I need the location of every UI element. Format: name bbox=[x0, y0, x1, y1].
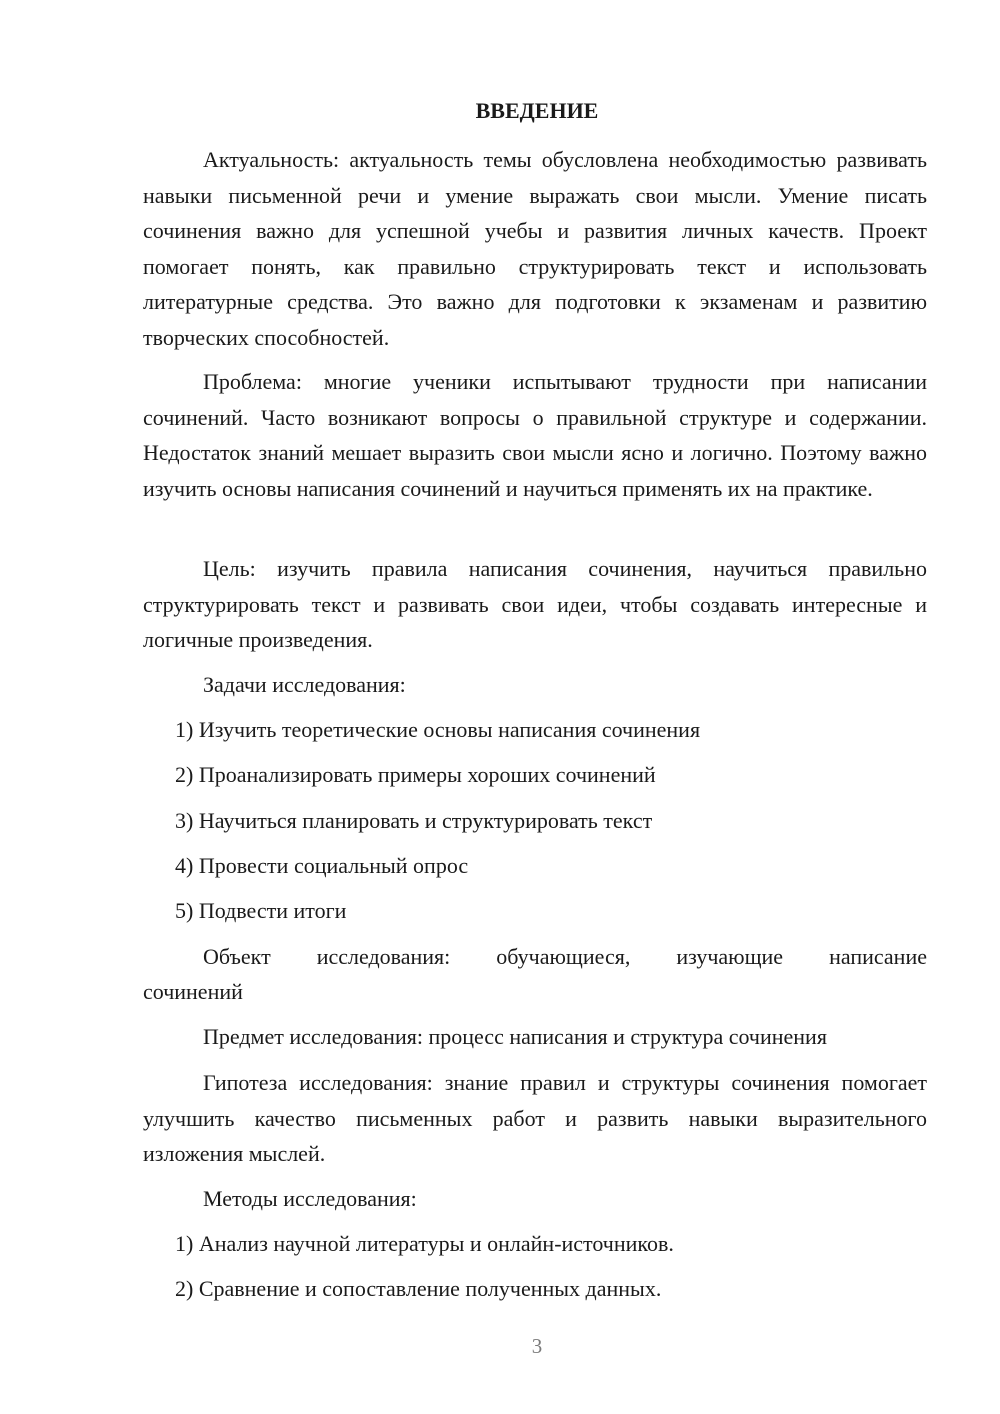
object-line-2: сочинений bbox=[143, 979, 243, 1004]
method-item: 1) Анализ научной литературы и онлайн-источников. bbox=[175, 1231, 674, 1256]
object-line-1: Объект исследования: обучающиеся, изучающие написание bbox=[203, 944, 927, 969]
methods-title: Методы исследования: bbox=[203, 1186, 417, 1211]
relevance-paragraph: Актуальность: актуальность темы обусловлена необходимостью развивать навыки письменной речи и умение выражать свои мысли. Умение писать сочинения важно для успешной учебы и развития личных качеств. Проект помогает понять, как правильно структурировать текст и использовать литературные средства. Это важно для подготовки к экзаменам и развитию творческих способностей. bbox=[143, 147, 927, 350]
method-item: 2) Сравнение и сопоставление полученных данных. bbox=[175, 1276, 662, 1301]
goal-paragraph: Цель: изучить правила написания сочинения, научиться правильно структурировать текст и развивать свои идеи, чтобы создавать интересные и логичные произведения. bbox=[143, 556, 927, 652]
task-item: 2) Проанализировать примеры хороших сочинений bbox=[175, 762, 656, 787]
subject-paragraph: Предмет исследования: процесс написания и структура сочинения bbox=[203, 1024, 827, 1049]
task-item: 3) Научиться планировать и структурировать текст bbox=[175, 808, 653, 833]
problem-paragraph: Проблема: многие ученики испытывают трудности при написании сочинений. Часто возникают вопросы о правильной структуре и содержании. Недостаток знаний мешает выразить свои мысли ясно и логично. Поэтому важно изучить основы написания сочинений и научиться применять их на практике. bbox=[143, 369, 927, 501]
page-number: 3 bbox=[531, 1334, 543, 1358]
tasks-title: Задачи исследования: bbox=[203, 672, 406, 697]
task-item: 5) Подвести итоги bbox=[175, 898, 347, 923]
task-item: 1) Изучить теоретические основы написания сочинения bbox=[175, 717, 701, 742]
task-item: 4) Провести социальный опрос bbox=[175, 853, 469, 878]
hypothesis-paragraph: Гипотеза исследования: знание правил и структуры сочинения помогает улучшить качество письменных работ и развить навыки выразительного изложения мыслей. bbox=[143, 1070, 927, 1166]
section-heading: ВВЕДЕНИЕ bbox=[475, 98, 599, 123]
